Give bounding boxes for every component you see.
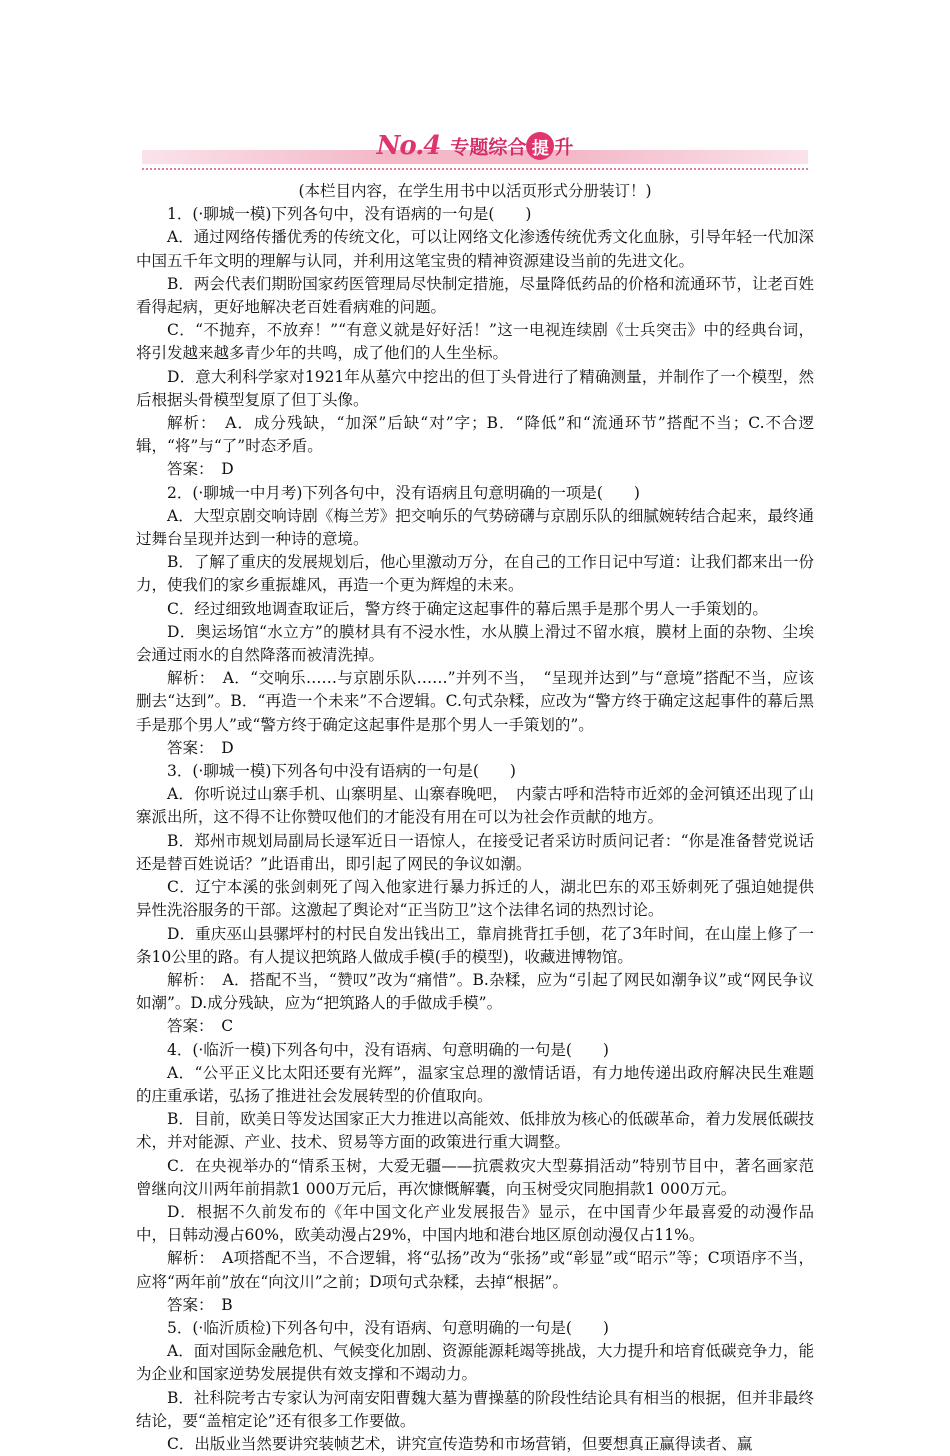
highlight-circle: 提 xyxy=(526,132,554,160)
text-paragraph: 5．(·临沂质检)下列各句中，没有语病、句意明确的一句是( ) xyxy=(167,1318,609,1337)
text-paragraph: D．意大利科学家对1921年从墓穴中挖出的但丁头骨进行了精确测量，并制作了一个模型，然后根据头骨模型复原了但丁头像。 xyxy=(136,367,814,409)
text-paragraph: 3．(·聊城一模)下列各句中没有语病的一句是( ) xyxy=(167,762,516,781)
text-paragraph: D．根据不久前发布的《年中国文化产业发展报告》显示，在中国青少年最喜爱的动漫作品中，日韩动漫占60%，欧美动漫占29%，中国内地和港台地区原创动漫仅占11%。 xyxy=(136,1202,814,1245)
section-title xyxy=(450,132,573,160)
banner-dotted-rule xyxy=(142,168,808,170)
question-list xyxy=(136,203,814,1456)
text-paragraph: 解析： A项搭配不当，不合逻辑，将“弘扬”改为“张扬”或“彰显”或“昭示”等；C项语序不当，应将“两年前”放在“向汶川”之前；D项句式杂糅，去掉“根据”。 xyxy=(136,1249,814,1291)
section-banner xyxy=(142,128,808,174)
text-paragraph: C．“不抛弃，不放弃！”“有意义就是好好活！”这一电视连续剧《士兵突击》中的经典台词，将引发越来越多青少年的共鸣，成了他们的人生坐标。 xyxy=(136,321,814,363)
text-paragraph: A．你听说过山寨手机、山寨明星、山寨春晚吧， 内蒙古呼和浩特市近郊的金河镇还出现了山寨派出所，这不得不让你赞叹他们的才能没有用在可以为社会作贡献的地方。 xyxy=(136,785,814,827)
text-paragraph: B．了解了重庆的发展规划后，他心里激动万分，在自己的工作日记中写道：让我们都来出一份力，使我们的家乡重振雄风，再造一个更为辉煌的未来。 xyxy=(136,553,814,595)
text-paragraph: A．大型京剧交响诗剧《梅兰芳》把交响乐的气势磅礴与京剧乐队的细腻婉转结合起来，最终通过舞台呈现并达到一种诗的意境。 xyxy=(136,506,814,549)
text-paragraph: 答案： C xyxy=(167,1017,234,1036)
text-paragraph: A．“公平正义比太阳还要有光辉”，温家宝总理的激情话语，有力地传递出政府解决民生难题的庄重承诺，弘扬了推进社会发展转型的价值取向。 xyxy=(136,1063,814,1105)
text-paragraph: B．社科院考古专家认为河南安阳曹魏大墓为曹操墓的阶段性结论具有相当的根据，但并非最终结论，要“盖棺定论”还有很多工作要做。 xyxy=(136,1388,814,1430)
text-paragraph: B．郑州市规划局副局长逯军近日一语惊人，在接受记者采访时质问记者：“你是准备替党说话还是替百姓说话？”此语甫出，即引起了网民的争议如潮。 xyxy=(136,831,814,873)
intro-note: (本栏目内容，在学生用书中以活页形式分册装订！) xyxy=(298,182,652,200)
text-paragraph: D．重庆巫山县骡坪村的村民自发出钱出工，靠肩挑背扛手刨，花了3年时间，在山崖上修了一条10公里的路。有人提议把筑路人做成手模(手的模型)，收藏进博物馆。 xyxy=(136,924,814,966)
document-body xyxy=(136,180,814,1456)
text-paragraph: 4．(·临沂一模)下列各句中，没有语病、句意明确的一句是( ) xyxy=(167,1040,609,1059)
text-paragraph: A．通过网络传播优秀的传统文化，可以让网络文化渗透传统优秀文化血脉，引导年轻一代加深中国五千年文明的理解与认同，并利用这笔宝贵的精神资源建设当前的先进文化。 xyxy=(136,228,814,270)
text-paragraph: 答案： B xyxy=(167,1295,233,1314)
text-paragraph: C．辽宁本溪的张剑刺死了闯入他家进行暴力拆迁的人，湖北巴东的邓玉娇刺死了强迫她提供异性洗浴服务的干部。这激起了舆论对“正当防卫”这个法律名词的热烈讨论。 xyxy=(136,878,814,920)
section-title-text: 专题综合 xyxy=(450,136,527,159)
text-paragraph: 1．(·聊城一模)下列各句中，没有语病的一句是( ) xyxy=(167,205,532,224)
text-paragraph: C．出版业当然要讲究装帧艺术，讲究宣传造势和市场营销，但要想真正赢得读者、赢 xyxy=(167,1434,753,1453)
text-paragraph: A．面对国际金融危机、气候变化加剧、资源能源耗竭等挑战，大力提升和培育低碳竞争力，能为企业和国家逆势发展提供有效支撑和不竭动力。 xyxy=(136,1342,814,1384)
text-paragraph: 解析： A．“交响乐……与京剧乐队……”并列不当， “呈现并达到”与“意境”搭配不当，应该删去“达到”。B．“再造一个未来”不合逻辑。C.句式杂糅，应改为“警方终于确定这起事件的幕后黑手是那个男人”或“警方终于确定这起事件是那个男人一手策划的”。 xyxy=(136,669,814,734)
text-paragraph: 答案： D xyxy=(167,460,234,479)
section-number: No.4 xyxy=(376,131,441,161)
banner-title xyxy=(142,128,808,164)
text-paragraph: 解析： A．成分残缺，“加深”后缺“对”字；B．“降低”和“流通环节”搭配不当；C.不合逻辑，“将”与“了”时态矛盾。 xyxy=(136,414,814,456)
text-paragraph: C．在央视举办的“情系玉树，大爱无疆——抗震救灾大型募捐活动”特别节目中，著名画家范曾继向汶川两年前捐款1 000万元后，再次慷慨解囊，向玉树受灾同胞捐款1 000万元。 xyxy=(136,1156,814,1198)
text-paragraph: 解析： A．搭配不当，“赞叹”改为“痛惜”。B.杂糅，应为“引起了网民如潮争议”或“网民争议如潮”。D.成分残缺，应为“把筑路人的手做成手模”。 xyxy=(136,970,814,1013)
text-paragraph: 答案： D xyxy=(167,738,234,757)
text-paragraph: C．经过细致地调查取证后，警方终于确定这起事件的幕后黑手是那个男人一手策划的。 xyxy=(167,599,768,618)
text-paragraph: 2．(·聊城一中月考)下列各句中，没有语病且句意明确的一项是( ) xyxy=(167,483,640,502)
text-paragraph: B．两会代表们期盼国家药医管理局尽快制定措施，尽量降低药品的价格和流通环节，让老百姓看得起病，更好地解决老百姓看病难的问题。 xyxy=(136,274,814,317)
text-paragraph: B．目前，欧美日等发达国家正大力推进以高能效、低排放为核心的低碳革命，着力发展低碳技术，并对能源、产业、技术、贸易等方面的政策进行重大调整。 xyxy=(136,1110,814,1152)
text-paragraph: D．奥运场馆“水立方”的膜材具有不浸水性，水从膜上滑过不留水痕，膜材上面的杂物、尘埃会通过雨水的自然降落而被清洗掉。 xyxy=(136,622,814,665)
section-title-suffix: 升 xyxy=(554,136,574,159)
